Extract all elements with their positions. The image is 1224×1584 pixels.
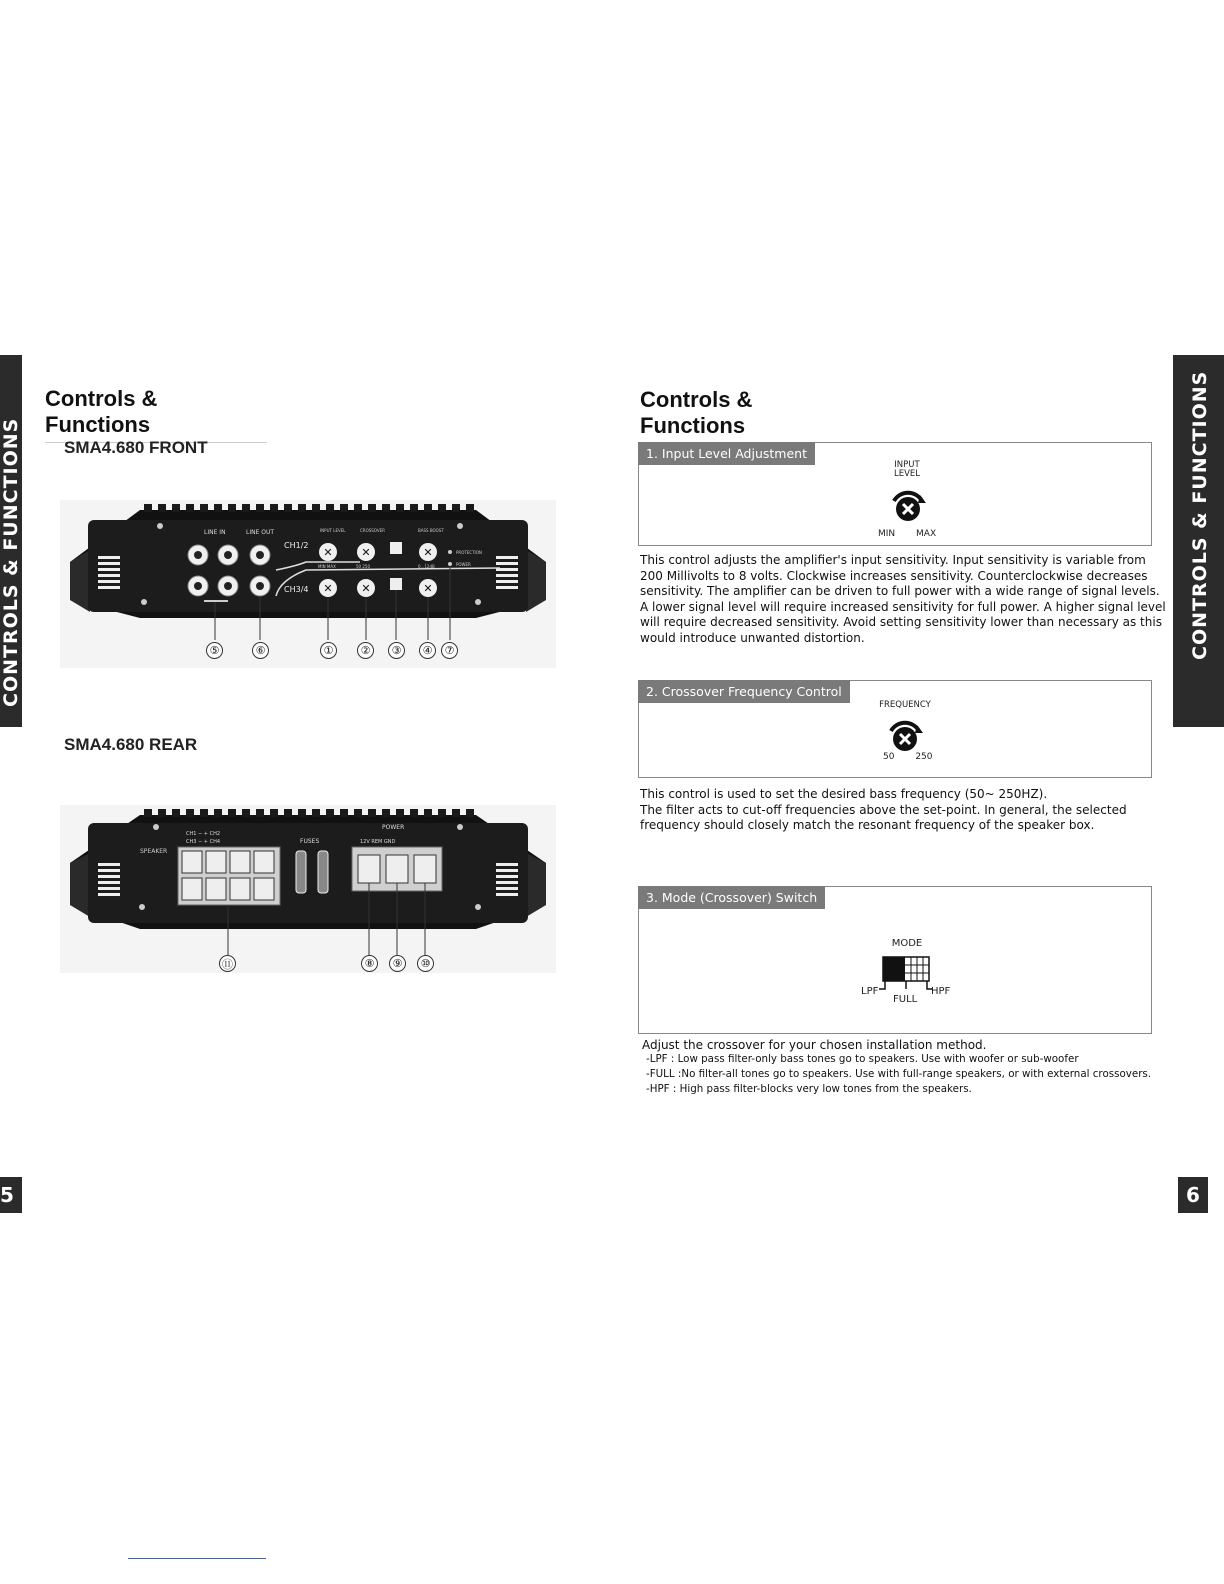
mode-switch-description: Adjust the crossover for your chosen installation method.	[642, 1038, 987, 1052]
callout-11: ⑪	[219, 955, 236, 972]
svg-text:✕: ✕	[361, 546, 371, 559]
side-tab-right-label: CONTROLS & FUNCTIONS	[1189, 370, 1211, 660]
svg-text:CROSSOVER: CROSSOVER	[360, 528, 385, 533]
front-title: SMA4.680 FRONT	[64, 438, 208, 457]
side-tab-left	[0, 355, 22, 727]
svg-text:PROTECTION: PROTECTION	[456, 550, 482, 555]
input-level-knob-icon	[888, 483, 928, 525]
svg-text:BASS BOOST: BASS BOOST	[418, 528, 444, 533]
callout-4: ④	[419, 642, 436, 659]
callout-9: ⑨	[389, 955, 406, 972]
mode-switch-title: MODE	[891, 938, 923, 949]
section-input-level-label: 1. Input Level Adjustment	[638, 442, 815, 465]
side-tab-left-label: CONTROLS & FUNCTIONS	[0, 417, 22, 707]
svg-text:CH3 − + CH4: CH3 − + CH4	[186, 839, 221, 845]
svg-text:0...12dB: 0...12dB	[418, 564, 435, 569]
mode-hpf-label: HPF	[931, 986, 951, 997]
input-level-knob-title: INPUT LEVEL	[893, 460, 921, 479]
svg-text:12V REM GND: 12V REM GND	[360, 839, 396, 845]
section-crossover-frequency-label: 2. Crossover Frequency Control	[638, 680, 850, 703]
callout-3: ③	[388, 642, 405, 659]
mode-option-lpf: -LPF : Low pass filter-only bass tones go to speakers. Use with woofer or sub-woofer	[646, 1053, 1079, 1065]
side-tab-right	[1173, 355, 1224, 727]
svg-text:INPUT LEVEL: INPUT LEVEL	[320, 528, 346, 533]
page-number-right: 6	[1178, 1177, 1208, 1213]
page-title-right: Controls & Functions	[640, 387, 862, 444]
svg-text:✕: ✕	[423, 546, 433, 559]
callout-7: ⑦	[441, 642, 458, 659]
frequency-knob-title: FREQUENCY	[879, 700, 931, 710]
svg-text:POWER: POWER	[382, 824, 405, 831]
svg-text:SPEAKER: SPEAKER	[140, 848, 168, 855]
svg-text:CH1 − + CH2: CH1 − + CH2	[186, 831, 221, 837]
input-level-scale: MIN MAX	[878, 529, 937, 539]
svg-text:✕: ✕	[361, 582, 371, 595]
rear-amplifier-illustration	[60, 805, 556, 973]
section-input-level	[638, 442, 1152, 546]
page-title-left: Controls & Functions	[45, 386, 267, 443]
mode-option-hpf: -HPF : High pass filter-blocks very low tones from the speakers.	[646, 1083, 972, 1095]
svg-text:MIN MAX: MIN MAX	[318, 564, 336, 569]
mode-lpf-label: LPF	[861, 986, 879, 997]
frequency-scale: 50 250	[883, 752, 933, 762]
section-crossover-frequency	[638, 680, 1152, 778]
mode-full-label: FULL	[893, 994, 918, 1005]
section-mode-switch-label: 3. Mode (Crossover) Switch	[638, 886, 825, 909]
svg-text:POWER: POWER	[456, 562, 471, 567]
mode-option-full: -FULL :No filter-all tones go to speakers. Use with full-range speakers, or with external crossovers.	[646, 1068, 1152, 1080]
svg-text:50 250: 50 250	[356, 564, 370, 569]
svg-text:✕: ✕	[323, 546, 333, 559]
svg-text:LINE OUT: LINE OUT	[246, 529, 275, 536]
mode-switch-icon	[879, 955, 935, 991]
input-level-description: This control adjusts the amplifier's input sensitivity. Input sensitivity is variable from 200 Millivolts to 8 volts. Clockwise increases sensitivity. Counterclockwise decreases sensitivity. The amplifier can be driven to full power with a wide range of signal levels. A lower signal level will require increased sensitivity for full power. A higher signal level will require decreased sensitivity. Avoid setting sensitivity lower than necessary as this would introduce unwanted distortion.	[640, 553, 1166, 645]
svg-text:FUSES: FUSES	[300, 838, 320, 845]
crossover-frequency-description: This control is used to set the desired bass frequency (50~ 250HZ). The filter acts to cut-off frequencies above the set-point. In general, the selected frequency should closely match the resonant frequency of the speaker box.	[640, 787, 1127, 833]
callout-1: ①	[320, 642, 337, 659]
callout-8: ⑧	[361, 955, 378, 972]
svg-text:CH3/4: CH3/4	[284, 585, 309, 594]
callout-5: ⑤	[206, 642, 223, 659]
callout-10: ⑩	[417, 955, 434, 972]
callout-6: ⑥	[252, 642, 269, 659]
frequency-knob-icon	[885, 713, 925, 755]
page-number-left: 5	[0, 1177, 22, 1213]
callout-2: ②	[357, 642, 374, 659]
rear-title: SMA4.680 REAR	[64, 735, 198, 754]
mode-options-list	[646, 1052, 1151, 1097]
svg-text:CH1/2: CH1/2	[284, 541, 309, 550]
front-amplifier-illustration	[60, 500, 556, 668]
svg-text:✕: ✕	[323, 582, 333, 595]
footer-rule	[128, 1558, 266, 1559]
svg-text:✕: ✕	[423, 582, 433, 595]
svg-text:LINE IN: LINE IN	[204, 529, 226, 536]
section-mode-switch	[638, 886, 1152, 1034]
